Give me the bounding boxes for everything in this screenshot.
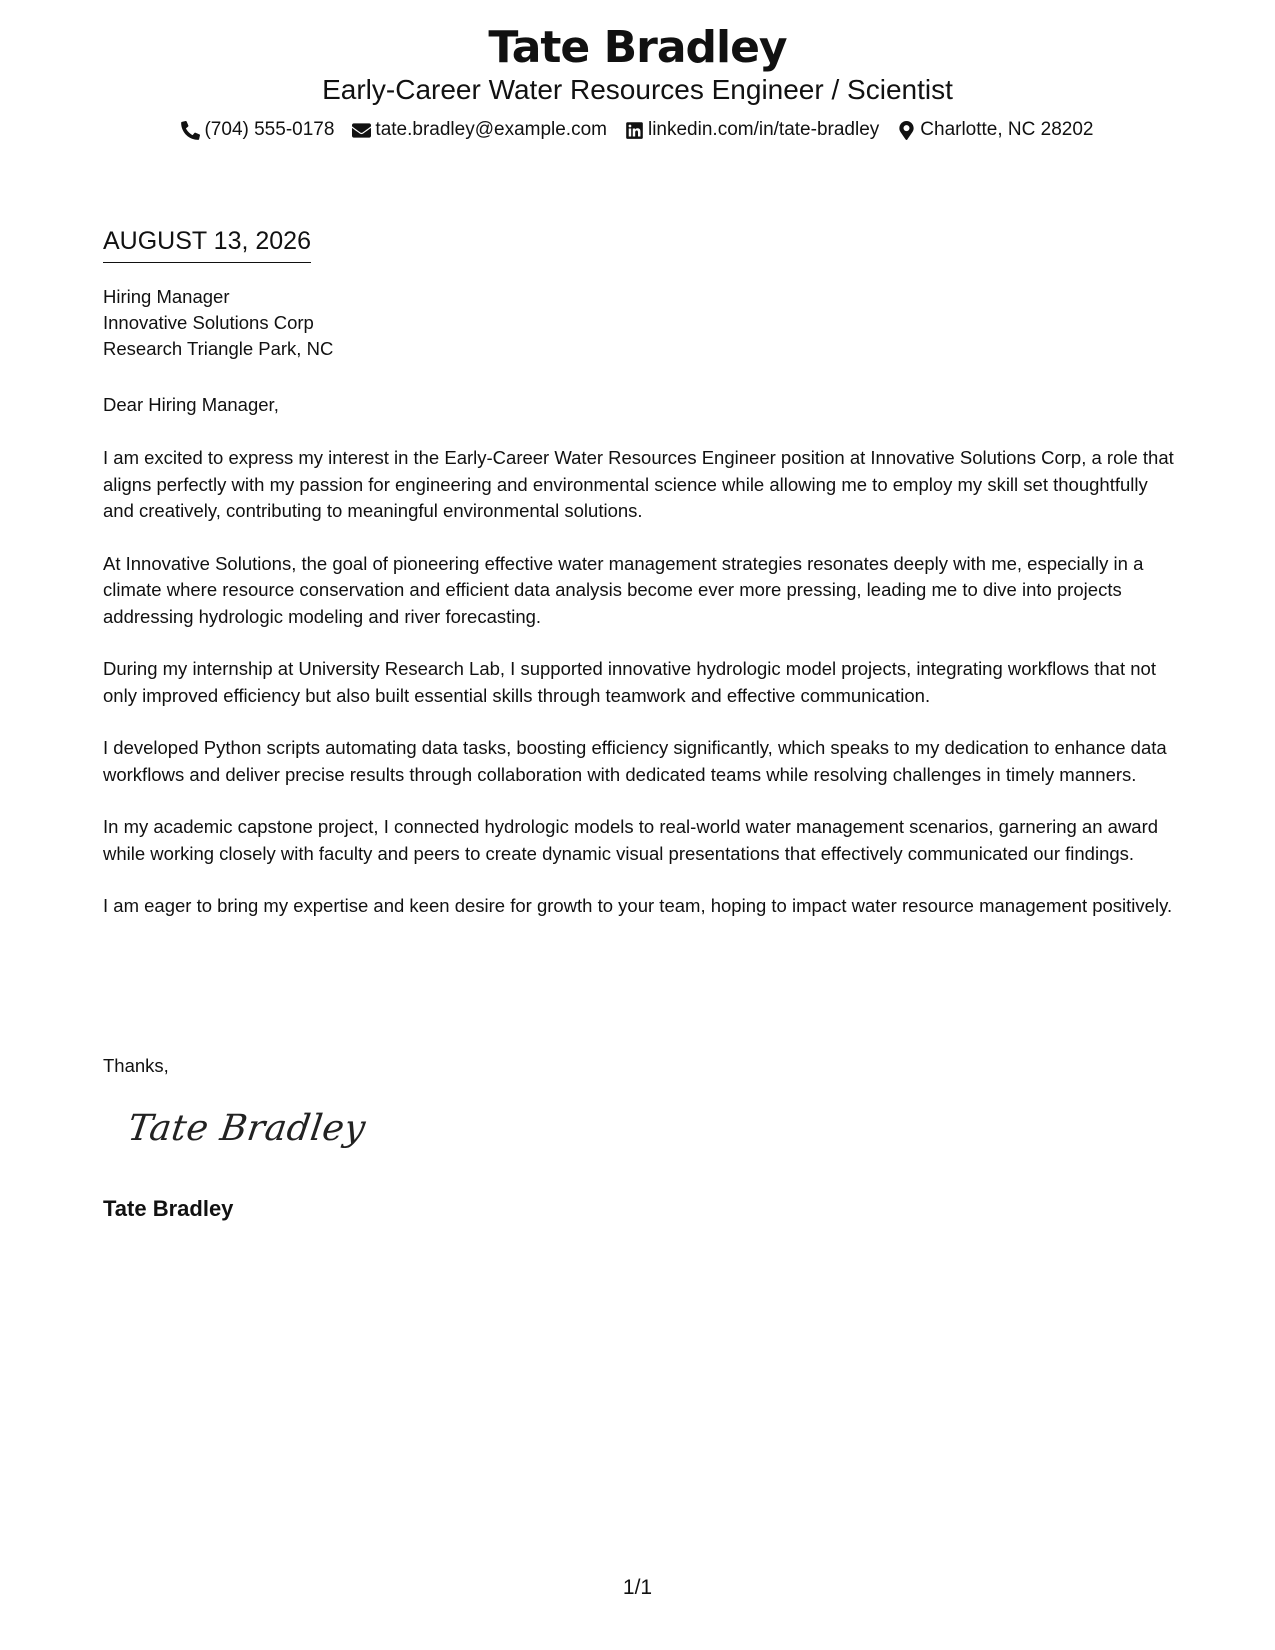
page-number: 1/1 [622,1576,653,1599]
location-text: Charlotte, NC 28202 [920,119,1094,140]
salutation: Dear Hiring Manager, [103,394,279,415]
letter-body [103,445,1178,946]
recipient-block [103,284,333,362]
applicant-name: Tate Bradley [488,22,787,73]
email-text[interactable]: tate.bradley@example.com [375,119,607,140]
body-paragraph: I developed Python scripts automating data tasks, boosting efficiency significantly, which speaks to my dedication to enhance data workflows and deliver precise results through collaboration with dedicated teams while resolving challenges in timely manners. [103,737,1167,785]
body-paragraph: I am excited to express my interest in the Early-Career Water Resources Engineer position at Innovative Solutions Corp, a role that aligns perfectly with my passion for engineering and environmental science while allowing me to employ my skill set thoughtfully and creatively, contributing to meaningful environmental solutions. [103,447,1174,521]
recipient-line: Hiring Manager [103,286,230,307]
closing: Thanks, [103,1055,169,1076]
body-paragraph: In my academic capstone project, I connected hydrologic models to real-world water management scenarios, garnering an award while working closely with faculty and peers to create dynamic visual presentations that effectively communicated our findings. [103,816,1159,864]
phone-icon [181,121,200,140]
contact-linkedin[interactable] [625,118,879,142]
phone-text: (704) 555-0178 [204,119,335,140]
handwritten-signature: Tate Bradley [125,1108,369,1149]
contact-phone [181,118,334,142]
recipient-line: Innovative Solutions Corp [103,312,314,333]
linkedin-icon [625,121,644,140]
contact-location [897,118,1093,142]
envelope-icon [352,121,371,140]
signed-name: Tate Bradley [103,1196,234,1221]
contact-bar [0,118,1275,142]
applicant-title: Early-Career Water Resources Engineer / Scientist [322,74,953,105]
body-paragraph: I am eager to bring my expertise and keen desire for growth to your team, hoping to impact water resource management positively. [103,895,1173,916]
linkedin-text[interactable]: linkedin.com/in/tate-bradley [647,119,880,140]
letter-date: AUGUST 13, 2026 [103,225,311,263]
body-paragraph: During my internship at University Research Lab, I supported innovative hydrologic model projects, integrating workflows that not only improved efficiency but also built essential skills through teamwork and effective communication. [103,658,1156,706]
letter-header [0,22,1275,142]
contact-email[interactable] [352,118,607,142]
map-marker-icon [897,121,916,140]
recipient-line: Research Triangle Park, NC [103,338,334,359]
body-paragraph: At Innovative Solutions, the goal of pioneering effective water management strategies resonates deeply with me, especially in a climate where resource conservation and efficient data analysis become ever more pressing, leading me to dive into projects addressing hydrologic modeling and river forecasting. [103,552,1144,627]
